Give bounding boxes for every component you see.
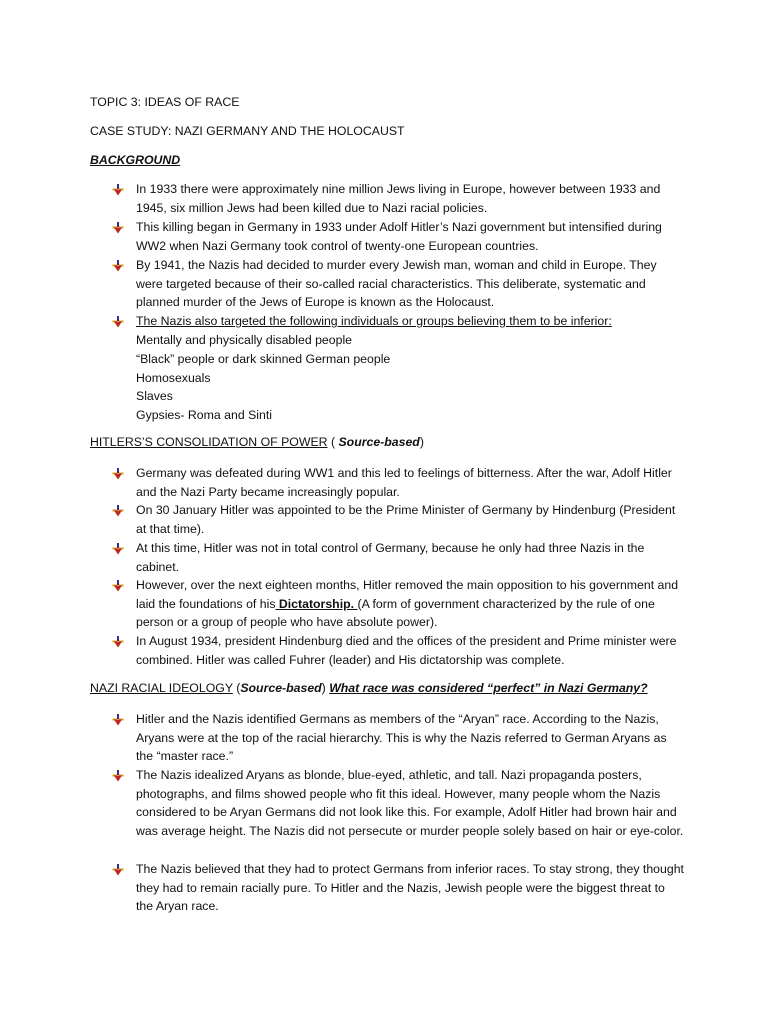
paren-open: (: [232, 681, 241, 695]
down-arrow-bullet-icon: [112, 316, 124, 328]
paren-close: ): [321, 681, 330, 695]
down-arrow-bullet-icon: [112, 222, 124, 234]
ideology-heading-line: [90, 681, 648, 696]
down-arrow-bullet-icon: [112, 505, 124, 517]
dictatorship-term: Dictatorship.: [275, 596, 358, 611]
list-item: Mentally and physically disabled people: [136, 333, 353, 347]
consolidation-heading-line: [90, 435, 424, 450]
down-arrow-bullet-icon: [112, 714, 124, 726]
list-item: Slaves: [136, 389, 173, 403]
ideology-question: What race was considered “perfect” in Nazi Germany?: [329, 681, 648, 695]
down-arrow-bullet-icon: [112, 636, 124, 648]
source-based-label: Source-based: [240, 681, 322, 695]
down-arrow-bullet-icon: [112, 468, 124, 480]
down-arrow-bullet-icon: [112, 580, 124, 592]
source-based-label: Source-based: [338, 435, 420, 449]
topic-heading: TOPIC 3: IDEAS OF RACE: [90, 95, 240, 109]
consolidation-heading: HITLERS’S CONSOLIDATION OF POWER: [90, 435, 328, 449]
bullet-text: (A form of government characterized by the rule of one person or a group of people who have absolute power).: [136, 596, 655, 630]
consolidation-bullet: [136, 576, 684, 632]
paren-close: ): [419, 435, 424, 449]
down-arrow-bullet-icon: [112, 184, 124, 196]
down-arrow-bullet-icon: [112, 770, 124, 782]
background-heading: BACKGROUND: [90, 153, 181, 167]
list-item: “Black” people or dark skinned German people: [136, 352, 391, 366]
consolidation-bullet: At this time, Hitler was not in total control of Germany, because he only had three Nazis in the cabinet.: [136, 541, 645, 574]
ideology-heading: NAZI RACIAL IDEOLOGY: [90, 681, 233, 695]
down-arrow-bullet-icon: [112, 864, 124, 876]
paren-open: (: [327, 435, 339, 449]
background-bullet: This killing began in Germany in 1933 under Adolf Hitler’s Nazi government but intensified during WW2 when Nazi Germany took control of twenty-one European countries.: [136, 220, 662, 253]
case-study-heading: CASE STUDY: NAZI GERMANY AND THE HOLOCAUST: [90, 124, 405, 138]
down-arrow-bullet-icon: [112, 543, 124, 555]
list-item: Gypsies- Roma and Sinti: [136, 408, 273, 422]
background-bullet: In 1933 there were approximately nine million Jews living in Europe, however between 1933 and 1945, six million Jews had been killed due to Nazi racial policies.: [136, 182, 661, 215]
consolidation-bullet: In August 1934, president Hindenburg died and the offices of the president and Prime minister were combined. Hitler was called Fuhrer (leader) and His dictatorship was complete.: [136, 634, 677, 667]
down-arrow-bullet-icon: [112, 260, 124, 272]
ideology-bullet: The Nazis idealized Aryans as blonde, blue-eyed, athletic, and tall. Nazi propaganda posters, photographs, and films showed people who fit this ideal. However, many people whom the Nazis considered to be Aryan Germans did not look like this. For example, Adolf Hitler had brown hair and was average height. The Nazis did not persecute or murder people solely based on hair or eye-color.: [136, 768, 684, 838]
background-bullet: By 1941, the Nazis had decided to murder every Jewish man, woman and child in Europe. They were targeted because of their so-called racial characteristics. This deliberate, systematic and planned murder of the Jews of Europe is known as the Holocaust.: [136, 258, 657, 310]
bullet-text: However, over the next eighteen months, Hitler removed the main opposition to his government and laid the foundations of his: [136, 578, 679, 611]
background-bullet: The Nazis also targeted the following individuals or groups believing them to be inferior:: [136, 314, 612, 328]
consolidation-bullet: On 30 January Hitler was appointed to be the Prime Minister of Germany by Hindenburg (President at that time).: [136, 503, 676, 536]
ideology-bullet: The Nazis believed that they had to protect Germans from inferior races. To stay strong, they thought they had to remain racially pure. To Hitler and the Nazis, Jewish people were the biggest threat to the Aryan race.: [136, 862, 684, 914]
consolidation-bullet: Germany was defeated during WW1 and this led to feelings of bitterness. After the war, Adolf Hitler and the Nazi Party became increasingly popular.: [136, 466, 672, 499]
list-item: Homosexuals: [136, 371, 211, 385]
ideology-bullet: Hitler and the Nazis identified Germans as members of the “Aryan” race. According to the Nazis, Aryans were at the top of the racial hierarchy. This is why the Nazis referred to German Aryans as the “master race.”: [136, 712, 667, 764]
